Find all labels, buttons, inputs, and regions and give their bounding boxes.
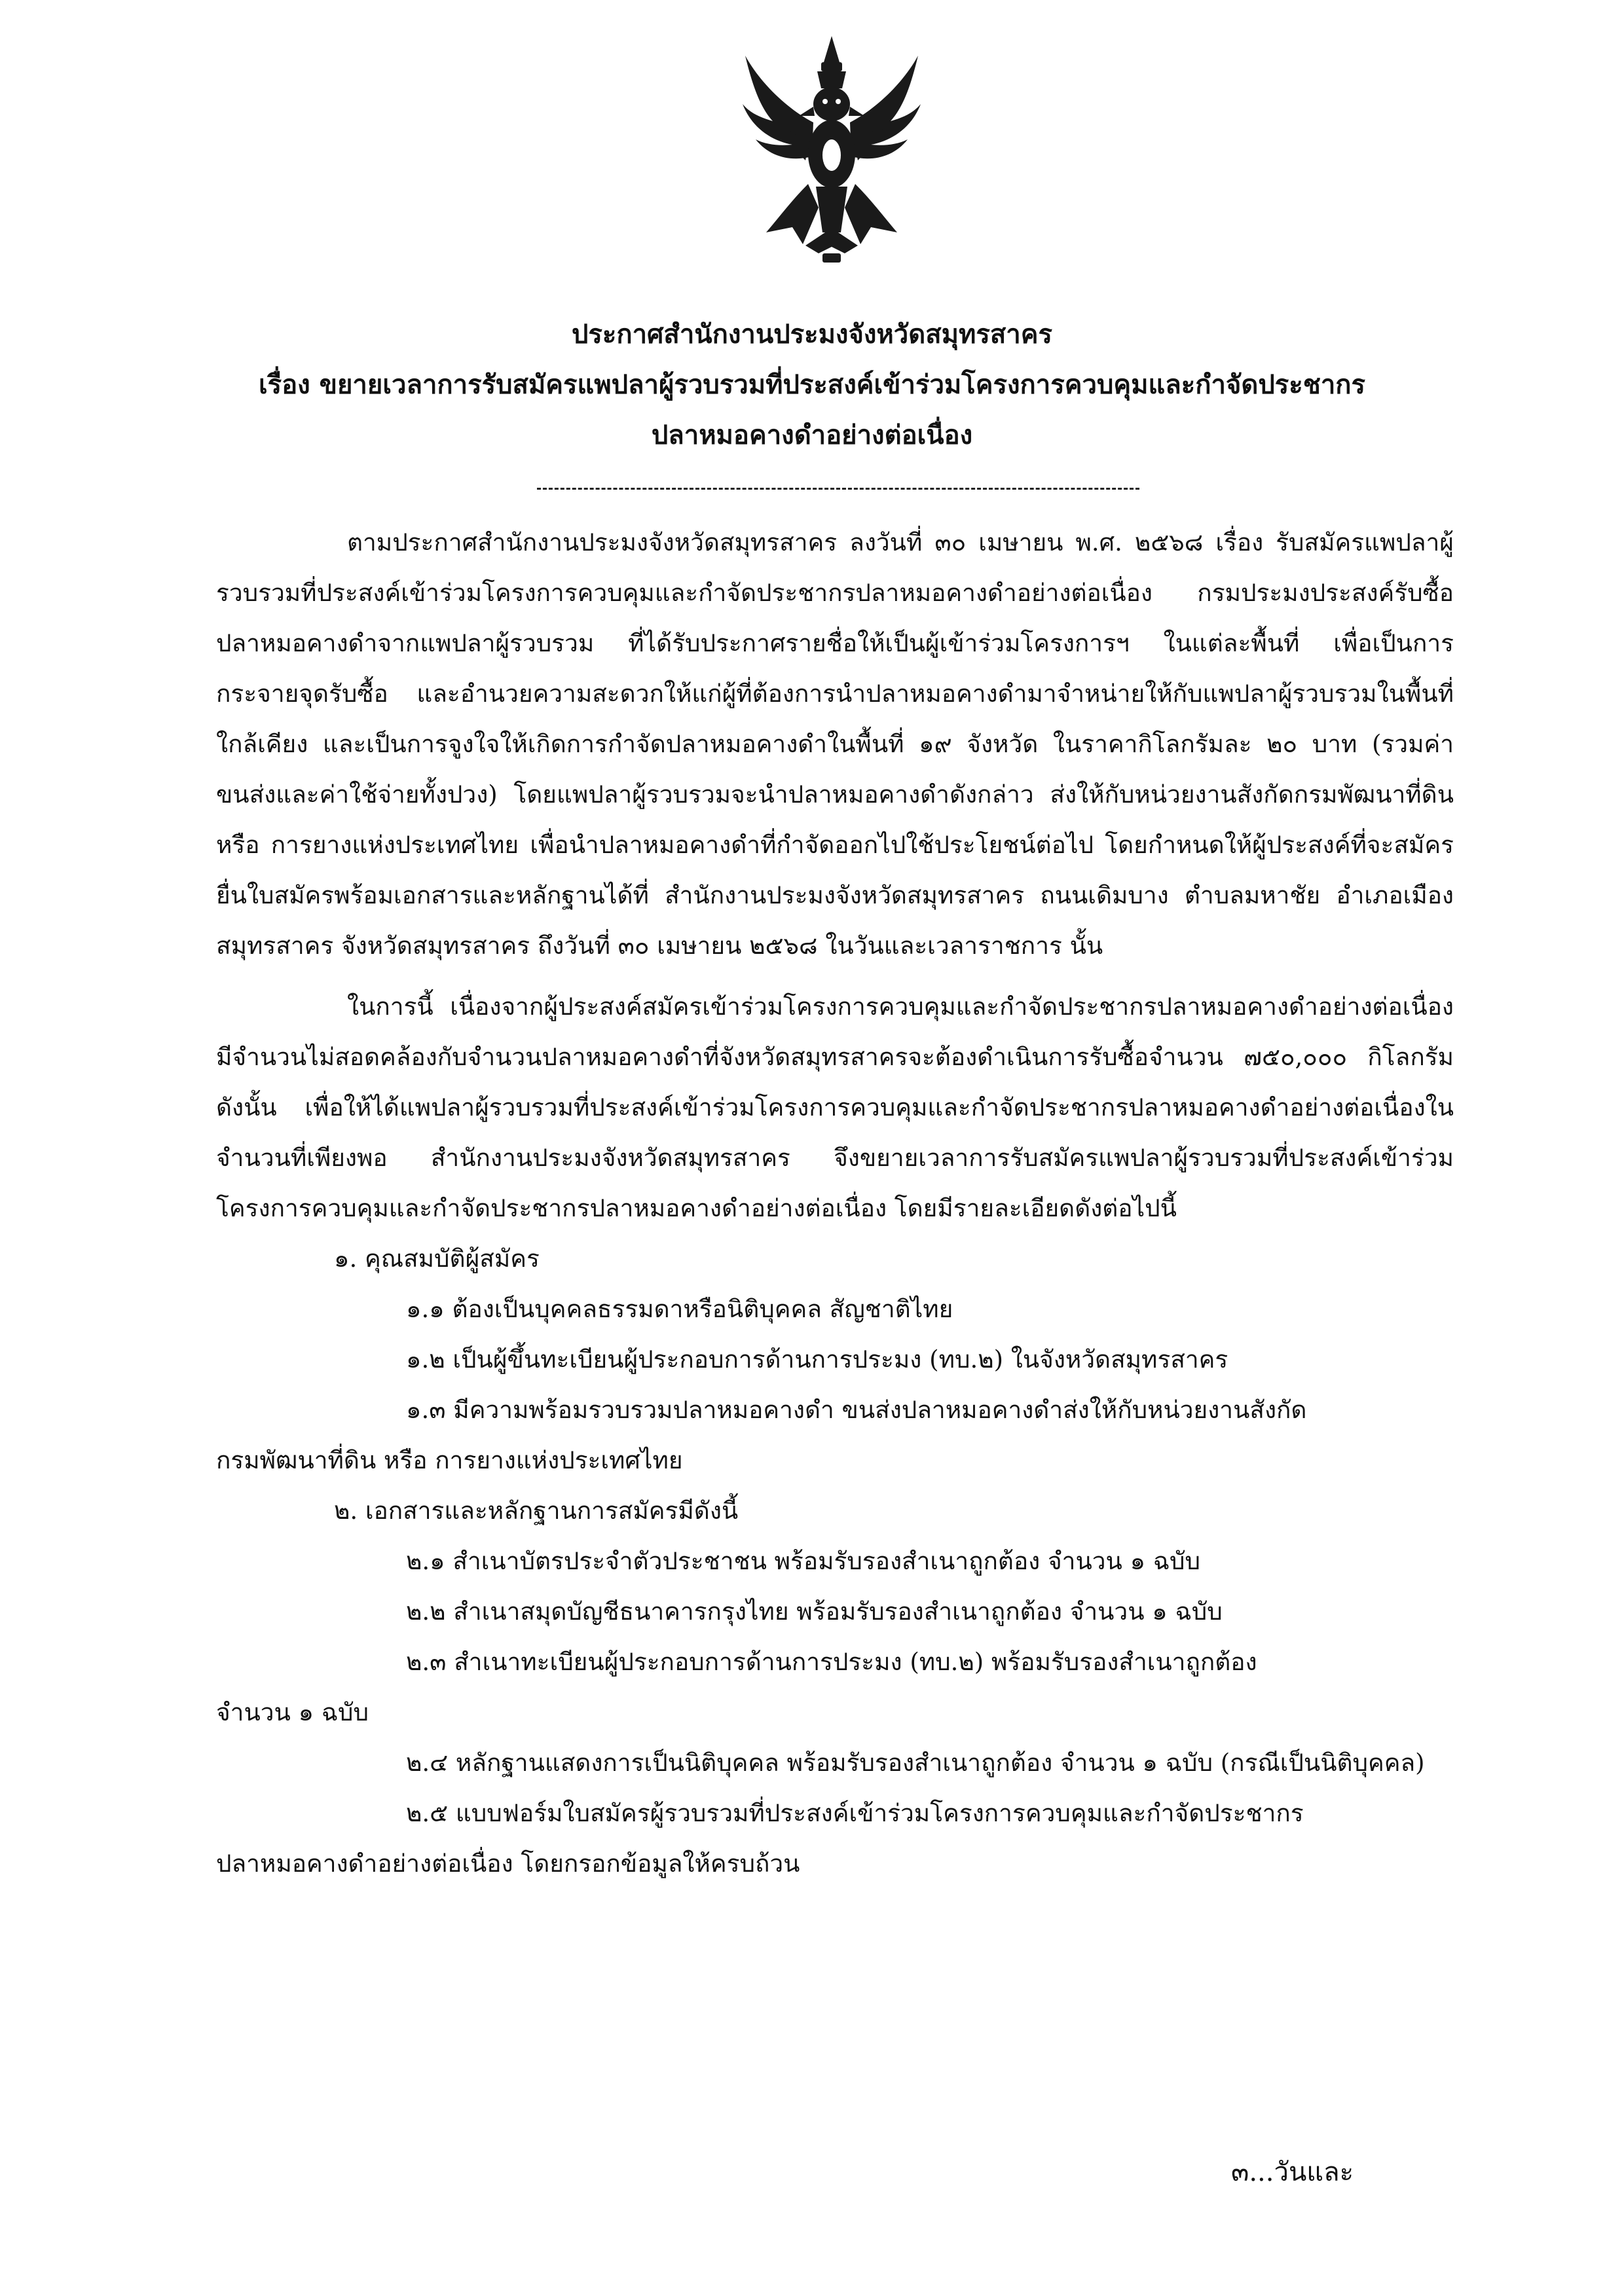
list-item-continuation: กรมพัฒนาที่ดิน หรือ การยางแห่งประเทศไทย (216, 1446, 683, 1474)
list-item: ๒.๓ สำเนาทะเบียนผู้ประกอบการด้านการประมง (ทบ.๒) พร้อมรับรองสำเนาถูกต้อง (406, 1648, 1257, 1676)
dashed-divider (537, 488, 1139, 490)
announcement-subject-line-1: เรื่อง ขยายเวลาการรับสมัครแพปลาผู้รวบรวมที่ประสงค์เข้าร่วมโครงการควบคุมและกำจัดประชากร (259, 369, 1365, 400)
garuda-emblem-icon (740, 36, 923, 265)
list-item: ๒.๕ แบบฟอร์มใบสมัครผู้รวบรวมที่ประสงค์เข้าร่วมโครงการควบคุมและกำจัดประชากร (406, 1799, 1304, 1827)
list-item: ๑.๒ เป็นผู้ขึ้นทะเบียนผู้ประกอบการด้านการประมง (ทบ.๒) ในจังหวัดสมุทรสาคร (406, 1345, 1228, 1374)
list-item-continuation: จำนวน ๑ ฉบับ (216, 1698, 369, 1726)
paragraph-1: ตามประกาศสำนักงานประมงจังหวัดสมุทรสาคร ลงวันที่ ๓๐ เมษายน พ.ศ. ๒๕๖๘ เรื่อง รับสมัครแพปลาผู้รวบรวมที่ประสงค์เข้าร่วมโครงการควบคุมและกำจัดประชากรปลาหมอคางดำอย่างต่อเนื่อง กรมประมงประสงค์รับซื้อปลาหมอคางดำจากแพปลาผู้รวบรวม ที่ได้รับประกาศรายชื่อให้เป็นผู้เข้าร่วมโครงการฯ ในแต่ละพื้นที่ เพื่อเป็นการกระจายจุดรับซื้อ และอำนวยความสะดวกให้แก่ผู้ที่ต้องการนำปลาหมอคางดำมาจำหน่ายให้กับแพปลาผู้รวบรวมในพื้นที่ใกล้เคียง และเป็นการจูงใจให้เกิดการกำจัดปลาหมอคางดำในพื้นที่ ๑๙ จังหวัด ในราคากิโลกรัมละ ๒๐ บาท (รวมค่าขนส่งและค่าใช้จ่ายทั้งปวง) โดยแพปลาผู้รวบรวมจะนำปลาหมอคางดำดังกล่าว ส่งให้กับหน่วยงานสังกัดกรมพัฒนาที่ดิน หรือ การยางแห่งประเทศไทย เพื่อนำปลาหมอคางดำที่กำจัดออกไปใช้ประโยชน์ต่อไป โดยกำหนดให้ผู้ประสงค์ที่จะสมัครยื่นใบสมัครพร้อมเอกสารและหลักฐานได้ที่ สำนักงานประมงจังหวัดสมุทรสาคร ถนนเดิมบาง ตำบลมหาชัย อำเภอเมืองสมุทรสาคร จังหวัดสมุทรสาคร ถึงวันที่ ๓๐ เมษายน ๒๕๖๘ ในวันและเวลาราชการ นั้น (216, 528, 1454, 960)
announcement-subject-line-2: ปลาหมอคางดำอย่างต่อเนื่อง (651, 420, 973, 450)
section-2-heading: ๒. เอกสารและหลักฐานการสมัครมีดังนี้ (334, 1497, 739, 1525)
list-item: ๒.๒ สำเนาสมุดบัญชีธนาคารกรุงไทย พร้อมรับรองสำเนาถูกต้อง จำนวน ๑ ฉบับ (406, 1597, 1223, 1626)
announcement-title: ประกาศสำนักงานประมงจังหวัดสมุทรสาคร (572, 319, 1052, 350)
document-body (216, 517, 1454, 1889)
list-item: ๒.๑ สำเนาบัตรประจำตัวประชาชน พร้อมรับรองสำเนาถูกต้อง จำนวน ๑ ฉบับ (406, 1547, 1200, 1575)
list-item: ๒.๔ หลักฐานแสดงการเป็นนิติบุคคล พร้อมรับรองสำเนาถูกต้อง จำนวน ๑ ฉบับ (กรณีเป็นนิติบุคคล) (406, 1749, 1425, 1777)
paragraph-2: ในการนี้ เนื่องจากผู้ประสงค์สมัครเข้าร่วมโครงการควบคุมและกำจัดประชากรปลาหมอคางดำอย่างต่อเนื่อง มีจำนวนไม่สอดคล้องกับจำนวนปลาหมอคางดำที่จังหวัดสมุทรสาครจะต้องดำเนินการรับซื้อจำนวน ๗๕๐,๐๐๐ กิโลกรัม ดังนั้น เพื่อให้ได้แพปลาผู้รวบรวมที่ประสงค์เข้าร่วมโครงการควบคุมและกำจัดประชากรปลาหมอคางดำอย่างต่อเนื่องในจำนวนที่เพียงพอ สำนักงานประมงจังหวัดสมุทรสาคร จึงขยายเวลาการรับสมัครแพปลาผู้รวบรวมที่ประสงค์เข้าร่วมโครงการควบคุมและกำจัดประชากรปลาหมอคางดำอย่างต่อเนื่อง โดยมีรายละเอียดดังต่อไปนี้ (216, 993, 1454, 1222)
list-item-continuation: ปลาหมอคางดำอย่างต่อเนื่อง โดยกรอกข้อมูลให้ครบถ้วน (216, 1850, 800, 1878)
section-1-heading: ๑. คุณสมบัติผู้สมัคร (334, 1245, 540, 1273)
list-item: ๑.๓ มีความพร้อมรวบรวมปลาหมอคางดำ ขนส่งปลาหมอคางดำส่งให้กับหน่วยงานสังกัด (406, 1396, 1307, 1424)
next-page-marker: ๓...วันและ (1231, 2157, 1354, 2187)
list-item: ๑.๑ ต้องเป็นบุคคลธรรมดาหรือนิติบุคคล สัญชาติไทย (406, 1295, 953, 1323)
